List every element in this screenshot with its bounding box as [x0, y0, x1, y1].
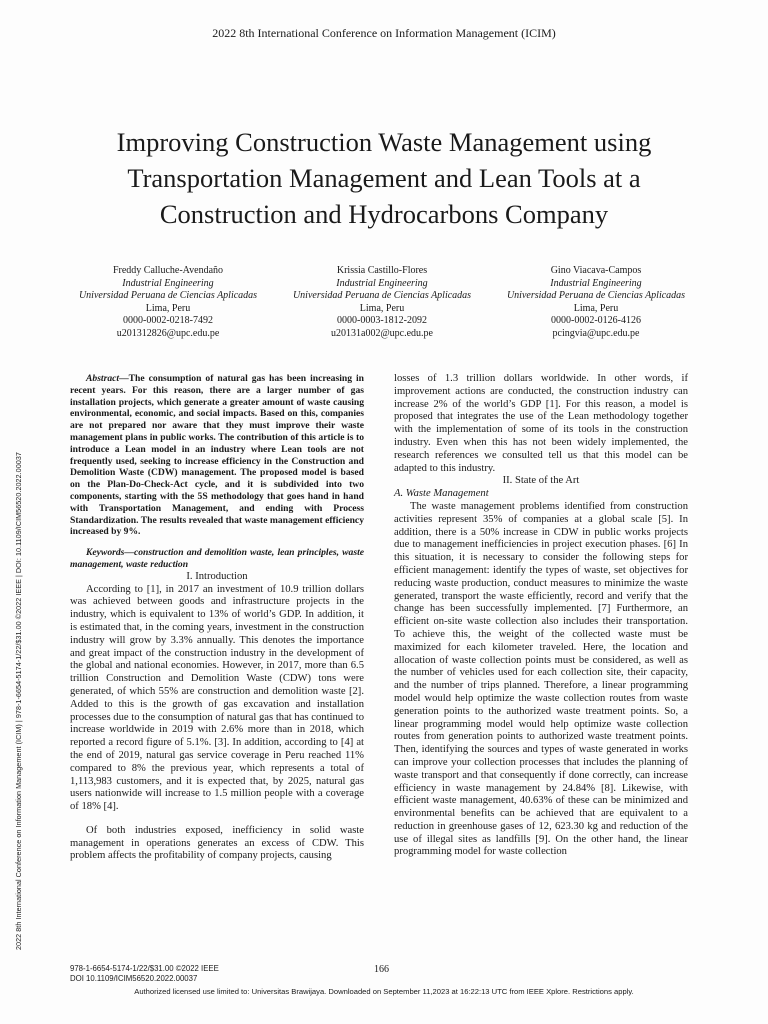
- page-number: 166: [374, 964, 389, 975]
- abstract-label: Abstract: [86, 373, 120, 384]
- author-name: Krissia Castillo-Flores: [336, 265, 428, 276]
- waste-management-paragraph: The waste management problems identified from construction activities represent 35% of companies at a global scale [5]. In addition, there is a 50% increase in CDW in public works projects due to management inefficiencies in project execution phases. [6] In this situation, it is necessary to consider the following steps for efficient management: identify the types of waste, set objectives for reducing waste production, conduct measures to minimize the waste generated, transport the waste efficiently, record and verify that the change has been successfully implemented. [7] Furthermore, an efficient on-site waste collection also includes their transportation. To achieve this, the weight of the collected waste must be maximized for each kilometer traveled. Here, the location and allocation of waste collection points must be considered, as well as the number of vehicles used for each collection site, their capacity, and the number of trips planned. Therefore, a linear programming model would help optimize the waste collection routes from waste generation points to the authorized waste treatment points. So, a linear programming model would help optimize waste collection routes from generation points to authorized waste treatment points. Then, identifying the sources and types of waste generated in works can improve your collection processes that includes the planning of waste transport and that consequently if done correctly, can increase efficiency in waste management by 24.84% [8]. Likewise, with efficient waste management, 40.63% of these can be minimized and environmental benefits can be achieved that are equivalent to a reduction in greenhouse gases of 12, 623.30 kg and reduction of the use of illegal sites as landfills [9]. On the other hand, the linear programming model for waste collection: [394, 500, 688, 858]
- footer-isbn: 978-1-6654-5174-1/22/$31.00 ©2022 IEEE: [70, 964, 219, 973]
- author-2: [276, 265, 488, 341]
- author-3: [490, 265, 702, 341]
- keywords: [70, 547, 364, 571]
- author-dept: Industrial Engineering: [336, 277, 428, 289]
- side-citation: 2022 8th International Conference on Information Management (ICIM) | 978-1-6654-5174-1/22/$31.00 ©2022 IEEE | DOI: 10.1109/ICIM56520.2022.00037: [14, 452, 23, 950]
- intro-paragraph-2: Of both industries exposed, inefficiency in solid waste management in operations generates an excess of CDW. This problem affects the profitability of company projects, causing: [70, 824, 364, 862]
- author-city: Lima, Peru: [145, 302, 191, 314]
- title-line-3: Construction and Hydrocarbons Company: [159, 199, 609, 229]
- author-email: pcingvia@upc.edu.pe: [552, 327, 640, 339]
- section-heading-introduction: I. Introduction: [186, 570, 248, 582]
- right-column: [394, 373, 688, 859]
- author-1: [62, 265, 274, 341]
- left-column: [70, 373, 364, 863]
- intro-paragraph-1: According to [1], in 2017 an investment of 10.9 trillion dollars was achieved between goods and infrastructure projects in the industry, which is equivalent to 13% of world’s GDP. In addition, it is estimated that, in the coming years, investment in the construction industry will grow by 3.3% annually. This denotes the importance and great impact of the construction industry in the development of the global and national economies. However, in 2017, more than 6.5 trillion Construction and Demolition Waste (CDW) tons were generated, of which 55% are construction and demolition waste [2]. Added to this is the growth of gas excavation and installation processes due to the consumption of natural gas that has continued to increase worldwide in 2019 with 2.6% more than in 2018, which reported a record figure of 5.1%. [3]. In addition, according to [4] at the end of 2019, natural gas service coverage in Peru reached 11% compared to 8% the previous year, which represents a total of 1,113,983 customers, and it is expected that, by 2025, natural gas users nationwide will increase to 1.5 million people with a coverage of 18% [4].: [70, 583, 364, 813]
- intro-paragraph-2-continued: losses of 1.3 trillion dollars worldwide. In other words, if improvement actions are conducted, the construction industry can increase 2% of the world’s GDP [1]. For this reason, a model is proposed that integrates the use of the Lean methodology together with the implementation of some of its tools in the construction industry. Even when this has not been widely implemented, the research references we consulted tell us that this model can be adapted to this industry.: [394, 373, 688, 474]
- author-name: Gino Viacava-Campos: [550, 265, 642, 276]
- section-heading-state-of-art: II. State of the Art: [502, 475, 580, 487]
- conference-header: 2022 8th International Conference on Information Management (ICIM): [212, 26, 556, 40]
- author-city: Lima, Peru: [573, 302, 619, 314]
- keywords-label: Keywords: [86, 547, 125, 559]
- title-line-1: Improving Construction Waste Management using: [116, 127, 652, 157]
- subsection-heading-waste-management: A. Waste Management: [394, 488, 489, 500]
- author-block: [62, 265, 702, 341]
- title-line-2: Transportation Management and Lean Tools at a: [127, 163, 641, 193]
- author-city: Lima, Peru: [359, 302, 405, 314]
- author-orcid: 0000-0002-0218-7492: [123, 315, 213, 327]
- footer-doi: DOI 10.1109/ICIM56520.2022.00037: [70, 974, 198, 983]
- author-name: Freddy Calluche-Avendaño: [112, 265, 224, 276]
- author-email: u201312826@upc.edu.pe: [116, 327, 220, 339]
- author-orcid: 0000-0002-0126-4126: [551, 315, 641, 327]
- keywords-text: —construction and demolition waste, lean principles, waste management, waste reduction: [70, 547, 364, 570]
- author-univ: Universidad Peruana de Ciencias Aplicadas: [292, 290, 472, 302]
- author-email: u20131a002@upc.edu.pe: [331, 327, 433, 339]
- author-univ: Universidad Peruana de Ciencias Aplicadas: [78, 290, 258, 302]
- abstract: [70, 373, 364, 538]
- footer-identifiers: [70, 964, 219, 984]
- abstract-text: —The consumption of natural gas has been increasing in recent years. For this reason, there are a larger number of gas installation projects, which generate a greater amount of waste causing environmental, economic, and social impacts. Based on this, companies are not prepared nor aware that they must improve their waste management plans in public works. The contribution of this article is to introduce a Lean model in an industry where Lean tools are not frequently used, seeking to increase efficiency in the Construction and Demolition Waste (CDW) management. The proposed model is based on the Plan-Do-Check-Act cycle, and it is subdivided into two components, starting with the 5S methodology that goes hand in hand with Transportation Management, and ending with Process Standardization. The results revealed that waste management efficiency increased by 9%.: [70, 373, 364, 538]
- license-notice: Authorized licensed use limited to: Universitas Brawijaya. Downloaded on September 11,2023 at 16:22:13 UTC from IEEE Xplore. Restrictions apply.: [134, 987, 634, 996]
- paper-title: [60, 124, 708, 232]
- author-orcid: 0000-0003-1812-2092: [337, 315, 427, 327]
- author-univ: Universidad Peruana de Ciencias Aplicadas: [506, 290, 686, 302]
- author-dept: Industrial Engineering: [122, 277, 214, 289]
- author-dept: Industrial Engineering: [550, 277, 642, 289]
